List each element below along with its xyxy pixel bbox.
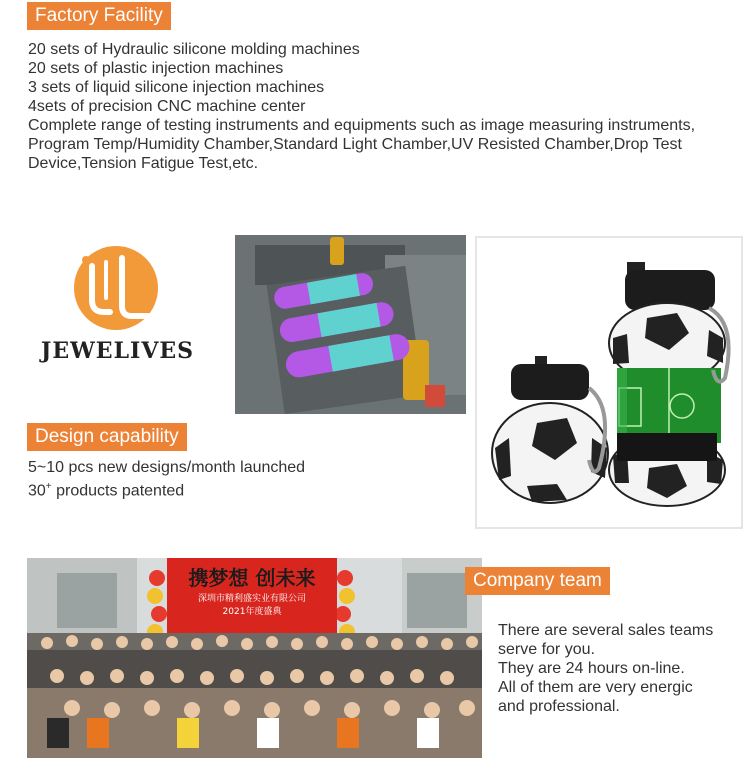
soccer-bottle-product-image [475,236,743,529]
factory-line: Program Temp/Humidity Chamber,Standard Light Chamber,UV Resisted Chamber,Drop Test [28,136,682,153]
design-line-patents [28,477,305,500]
brand-name: JEWELIVES [40,338,195,364]
team-line: There are several sales teams [498,622,714,639]
factory-line: Complete range of testing instruments and equipments such as image measuring instruments, [28,117,696,134]
company-team-photo [27,558,482,758]
soccer-ball-bottle-icon [477,238,741,527]
factory-line: 4sets of precision CNC machine center [28,98,306,115]
team-line: serve for you. [498,641,595,658]
mold-illustration [235,235,466,414]
patent-count: 30 [28,482,46,500]
silicone-mold-photo [235,235,466,414]
factory-facility-title: Factory Facility [27,2,171,30]
factory-line: 20 sets of Hydraulic silicone molding machines [28,41,360,58]
factory-line: 20 sets of plastic injection machines [28,60,284,77]
team-line: All of them are very energic [498,679,693,696]
team-line: and professional. [498,698,620,715]
patent-label: products patented [51,482,185,500]
patent-plus: + [45,481,52,492]
team-line: They are 24 hours on-line. [498,660,685,677]
company-team-text [498,621,713,716]
design-capability-title: Design capability [27,423,187,451]
factory-line: Device,Tension Fatigue Test,etc. [28,155,259,172]
company-team-title: Company team [465,567,610,595]
jl-monogram-icon [30,240,205,335]
factory-line: 3 sets of liquid silicone injection machines [28,79,325,96]
design-line: 5~10 pcs new designs/month launched [28,459,306,476]
banner-year-text: 2021年度盛典 [222,607,282,617]
factory-facility-list [28,40,695,173]
jewelives-logo [30,240,205,370]
design-capability-text [28,458,305,500]
banner-company-text: 深圳市精利盛实业有限公司 [197,594,306,604]
banner-main-text: 携梦想 创未来 [188,566,316,590]
